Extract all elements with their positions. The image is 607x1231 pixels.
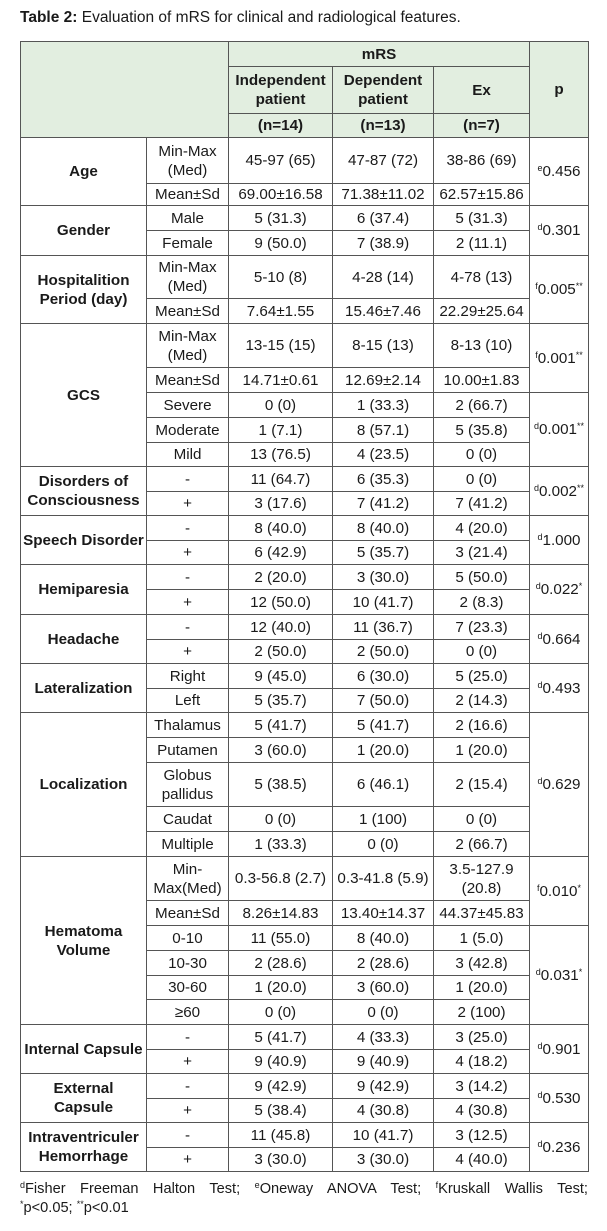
subgroup-label: - <box>147 1074 229 1099</box>
p-test-marker: f <box>535 349 538 360</box>
header-n-dependent: (n=13) <box>333 114 434 138</box>
p-significance-marker: ** <box>575 281 583 291</box>
header-col-dependent: Dependent patient <box>333 67 434 114</box>
value-independent: 3 (60.0) <box>229 738 333 763</box>
value-independent: 45-97 (65) <box>229 138 333 184</box>
value-ex: 2 (66.7) <box>434 393 530 418</box>
value-independent: 9 (45.0) <box>229 664 333 689</box>
value-independent: 5 (38.5) <box>229 763 333 807</box>
table-caption-label: Table 2: <box>20 9 78 26</box>
value-dependent: 13.40±14.37 <box>333 901 434 926</box>
value-dependent: 4 (30.8) <box>333 1099 434 1123</box>
value-independent: 0 (0) <box>229 1000 333 1025</box>
subgroup-label: Caudat <box>147 807 229 832</box>
p-test-marker: d <box>537 679 543 690</box>
subgroup-label: + <box>147 1099 229 1123</box>
footnote <box>20 1180 588 1218</box>
value-ex: 2 (11.1) <box>434 231 530 256</box>
footnote-test-f: $^f$Kruskall Wallis Test; <box>435 1180 588 1197</box>
feature-label: Speech Disorder <box>21 516 147 565</box>
value-independent: 3 (17.6) <box>229 492 333 516</box>
value-independent: 2 (28.6) <box>229 951 333 976</box>
subgroup-label: 30-60 <box>147 976 229 1000</box>
subgroup-label: Moderate <box>147 418 229 443</box>
p-test-marker: d <box>537 1089 543 1100</box>
p-value <box>530 664 589 713</box>
value-ex: 0 (0) <box>434 467 530 492</box>
feature-label: Gender <box>21 206 147 256</box>
feature-label: Hospitalition Period (day) <box>21 256 147 324</box>
p-test-marker: e <box>537 163 543 173</box>
value-ex: 2 (100) <box>434 1000 530 1025</box>
p-value <box>530 713 589 857</box>
subgroup-label: Min-Max(Med) <box>147 857 229 901</box>
value-independent: 12 (40.0) <box>229 615 333 640</box>
value-ex: 0 (0) <box>434 807 530 832</box>
p-test-marker: d <box>533 421 539 431</box>
p-test-marker: d <box>537 630 543 641</box>
subgroup-label: Multiple <box>147 832 229 857</box>
value-dependent: 5 (35.7) <box>333 541 434 565</box>
value-dependent: 4 (33.3) <box>333 1025 434 1050</box>
value-ex: 5 (31.3) <box>434 206 530 231</box>
p-value <box>530 393 589 467</box>
table-row <box>21 713 589 738</box>
p-test-marker: d <box>533 482 539 493</box>
header-n-ex: (n=7) <box>434 114 530 138</box>
p-value <box>530 1123 589 1172</box>
value-dependent: 2 (50.0) <box>333 640 434 664</box>
value-ex: 3 (42.8) <box>434 951 530 976</box>
subgroup-label: 0-10 <box>147 926 229 951</box>
subgroup-label: - <box>147 467 229 492</box>
p-value-number: 1.000 <box>542 531 581 549</box>
value-ex: 3 (21.4) <box>434 541 530 565</box>
value-ex: 2 (14.3) <box>434 689 530 713</box>
subgroup-label: Min-Max (Med) <box>147 324 229 368</box>
p-value <box>530 1025 589 1074</box>
feature-label: Age <box>21 138 147 206</box>
p-test-marker: d <box>537 776 543 786</box>
p-value-number: 0.031 <box>540 966 579 984</box>
value-dependent: 6 (37.4) <box>333 206 434 231</box>
p-test-marker: d <box>537 531 543 542</box>
value-ex: 4 (40.0) <box>434 1148 530 1172</box>
header-col-independent: Independent patient <box>229 67 333 114</box>
value-ex: 7 (41.2) <box>434 492 530 516</box>
value-ex: 7 (23.3) <box>434 615 530 640</box>
subgroup-label: Mean±Sd <box>147 901 229 926</box>
value-ex: 0 (0) <box>434 640 530 664</box>
header-col-ex: Ex <box>434 67 530 114</box>
value-independent: 5 (38.4) <box>229 1099 333 1123</box>
p-test-marker: f <box>535 281 538 291</box>
value-independent: 2 (50.0) <box>229 640 333 664</box>
value-ex: 1 (20.0) <box>434 738 530 763</box>
value-dependent: 71.38±11.02 <box>333 184 434 206</box>
p-test-marker: f <box>536 882 540 893</box>
value-dependent: 7 (41.2) <box>333 492 434 516</box>
header-corner <box>21 42 229 138</box>
value-dependent: 0 (0) <box>333 1000 434 1025</box>
value-ex: 5 (35.8) <box>434 418 530 443</box>
feature-label: GCS <box>21 324 147 467</box>
table-row <box>21 664 589 689</box>
value-independent: 69.00±16.58 <box>229 184 333 206</box>
p-test-marker: d <box>535 966 541 977</box>
value-ex: 4-78 (13) <box>434 256 530 299</box>
header-group-mrs: mRS <box>229 42 530 67</box>
subgroup-label: Left <box>147 689 229 713</box>
p-test-marker: d <box>537 1138 543 1149</box>
table-caption-text: Evaluation of mRS for clinical and radiological features. <box>77 9 461 26</box>
value-independent: 0 (0) <box>229 807 333 832</box>
value-independent: 12 (50.0) <box>229 590 333 615</box>
p-value-number: 0.901 <box>542 1040 581 1058</box>
table-row <box>21 467 589 492</box>
subgroup-label: Globus pallidus <box>147 763 229 807</box>
value-ex: 3 (12.5) <box>434 1123 530 1148</box>
p-value-number: 0.010 <box>539 882 578 900</box>
p-value-number: 0.236 <box>542 1138 581 1156</box>
p-value-number: 0.001 <box>537 349 576 367</box>
feature-label: Headache <box>21 615 147 664</box>
subgroup-label: - <box>147 615 229 640</box>
footnote-test-d: $^d$Fisher Freeman Halton Test; <box>20 1180 241 1197</box>
value-ex: 0 (0) <box>434 443 530 467</box>
subgroup-label: Severe <box>147 393 229 418</box>
subgroup-label: + <box>147 640 229 664</box>
value-dependent: 8 (40.0) <box>333 926 434 951</box>
p-test-marker: d <box>537 1040 543 1051</box>
value-ex: 2 (66.7) <box>434 832 530 857</box>
p-value-number: 0.001 <box>538 421 577 438</box>
value-ex: 3 (14.2) <box>434 1074 530 1099</box>
subgroup-label: - <box>147 1123 229 1148</box>
p-value <box>530 926 589 1025</box>
value-dependent: 11 (36.7) <box>333 615 434 640</box>
value-independent: 5 (41.7) <box>229 713 333 738</box>
subgroup-label: ≥60 <box>147 1000 229 1025</box>
p-test-marker: d <box>537 222 543 232</box>
value-ex: 1 (20.0) <box>434 976 530 1000</box>
value-independent: 13 (76.5) <box>229 443 333 467</box>
p-significance-marker: ** <box>577 421 585 431</box>
subgroup-label: Female <box>147 231 229 256</box>
value-ex: 3 (25.0) <box>434 1025 530 1050</box>
value-dependent: 6 (30.0) <box>333 664 434 689</box>
value-dependent: 9 (42.9) <box>333 1074 434 1099</box>
value-independent: 0 (0) <box>229 393 333 418</box>
value-dependent: 7 (50.0) <box>333 689 434 713</box>
header-p: p <box>530 42 589 138</box>
p-value-number: 0.629 <box>542 776 581 793</box>
feature-label: External Capsule <box>21 1074 147 1123</box>
value-ex: 4 (18.2) <box>434 1050 530 1074</box>
value-dependent: 3 (30.0) <box>333 565 434 590</box>
value-independent: 14.71±0.61 <box>229 368 333 393</box>
p-significance-marker: * <box>577 882 582 893</box>
value-dependent: 4-28 (14) <box>333 256 434 299</box>
value-dependent: 8 (57.1) <box>333 418 434 443</box>
value-dependent: 6 (46.1) <box>333 763 434 807</box>
p-value-number: 0.022 <box>540 581 579 598</box>
subgroup-label: Thalamus <box>147 713 229 738</box>
p-value-number: 0.005 <box>537 281 576 298</box>
subgroup-label: Mean±Sd <box>147 299 229 324</box>
table-row <box>21 256 589 299</box>
p-value <box>530 324 589 393</box>
subgroup-label: Min-Max (Med) <box>147 256 229 299</box>
value-independent: 5-10 (8) <box>229 256 333 299</box>
value-dependent: 8-15 (13) <box>333 324 434 368</box>
p-significance-marker: ** <box>575 349 583 360</box>
p-value <box>530 467 589 516</box>
value-ex: 2 (15.4) <box>434 763 530 807</box>
value-ex: 5 (50.0) <box>434 565 530 590</box>
value-independent: 9 (40.9) <box>229 1050 333 1074</box>
table-row <box>21 206 589 231</box>
value-dependent: 6 (35.3) <box>333 467 434 492</box>
value-independent: 2 (20.0) <box>229 565 333 590</box>
p-value <box>530 615 589 664</box>
value-dependent: 10 (41.7) <box>333 590 434 615</box>
header-n-independent: (n=14) <box>229 114 333 138</box>
subgroup-label: + <box>147 492 229 516</box>
value-independent: 11 (55.0) <box>229 926 333 951</box>
table-row <box>21 615 589 640</box>
footnote-test-e: $^e$Oneway ANOVA Test; <box>254 1180 422 1197</box>
feature-label: Hemiparesia <box>21 565 147 615</box>
p-value-number: 0.664 <box>542 630 581 648</box>
value-dependent: 10 (41.7) <box>333 1123 434 1148</box>
table-row <box>21 138 589 184</box>
value-dependent: 47-87 (72) <box>333 138 434 184</box>
value-ex: 1 (5.0) <box>434 926 530 951</box>
p-value-number: 0.456 <box>542 163 581 180</box>
subgroup-label: Putamen <box>147 738 229 763</box>
p-test-marker: d <box>535 581 541 591</box>
subgroup-label: - <box>147 565 229 590</box>
value-independent: 9 (42.9) <box>229 1074 333 1099</box>
value-independent: 1 (33.3) <box>229 832 333 857</box>
subgroup-label: - <box>147 1025 229 1050</box>
p-value-number: 0.002 <box>538 482 577 500</box>
value-ex: 3.5-127.9 (20.8) <box>434 857 530 901</box>
value-independent: 1 (20.0) <box>229 976 333 1000</box>
table-row <box>21 1074 589 1099</box>
table-row <box>21 1025 589 1050</box>
value-dependent: 5 (41.7) <box>333 713 434 738</box>
feature-label: Internal Capsule <box>21 1025 147 1074</box>
value-ex: 4 (20.0) <box>434 516 530 541</box>
value-ex: 62.57±15.86 <box>434 184 530 206</box>
subgroup-label: + <box>147 1050 229 1074</box>
subgroup-label: Mean±Sd <box>147 368 229 393</box>
feature-label: Intraventriculer Hemorrhage <box>21 1123 147 1172</box>
value-dependent: 1 (33.3) <box>333 393 434 418</box>
value-independent: 5 (31.3) <box>229 206 333 231</box>
value-independent: 9 (50.0) <box>229 231 333 256</box>
value-dependent: 7 (38.9) <box>333 231 434 256</box>
footnote-line-1 <box>20 1180 588 1199</box>
value-dependent: 8 (40.0) <box>333 516 434 541</box>
value-dependent: 9 (40.9) <box>333 1050 434 1074</box>
value-ex: 22.29±25.64 <box>434 299 530 324</box>
value-independent: 1 (7.1) <box>229 418 333 443</box>
value-independent: 6 (42.9) <box>229 541 333 565</box>
p-significance-marker: * <box>578 581 583 591</box>
table-row <box>21 324 589 368</box>
subgroup-label: + <box>147 590 229 615</box>
feature-label: Hematoma Volume <box>21 857 147 1025</box>
subgroup-label: - <box>147 516 229 541</box>
subgroup-label: + <box>147 1148 229 1172</box>
table-row <box>21 516 589 541</box>
feature-label: Localization <box>21 713 147 857</box>
value-independent: 11 (64.7) <box>229 467 333 492</box>
subgroup-label: Mild <box>147 443 229 467</box>
value-dependent: 15.46±7.46 <box>333 299 434 324</box>
value-dependent: 2 (28.6) <box>333 951 434 976</box>
p-value <box>530 256 589 324</box>
footnote-line-2: *p<0.05; **p<0.01 <box>20 1199 129 1216</box>
value-independent: 5 (35.7) <box>229 689 333 713</box>
p-value-number: 0.301 <box>542 222 581 239</box>
table-row <box>21 565 589 590</box>
p-significance-marker: ** <box>577 482 585 493</box>
p-value <box>530 516 589 565</box>
value-independent: 11 (45.8) <box>229 1123 333 1148</box>
p-value-number: 0.530 <box>542 1089 581 1107</box>
value-independent: 7.64±1.55 <box>229 299 333 324</box>
p-value-number: 0.493 <box>542 679 581 697</box>
value-dependent: 12.69±2.14 <box>333 368 434 393</box>
value-ex: 44.37±45.83 <box>434 901 530 926</box>
table-row <box>21 857 589 901</box>
subgroup-label: 10-30 <box>147 951 229 976</box>
subgroup-label: Male <box>147 206 229 231</box>
subgroup-label: Min-Max (Med) <box>147 138 229 184</box>
p-value <box>530 138 589 206</box>
p-significance-marker: * <box>578 966 583 977</box>
value-ex: 10.00±1.83 <box>434 368 530 393</box>
p-value <box>530 565 589 615</box>
value-ex: 8-13 (10) <box>434 324 530 368</box>
p-value <box>530 1074 589 1123</box>
subgroup-label: Right <box>147 664 229 689</box>
table-body <box>21 42 589 1172</box>
value-ex: 4 (30.8) <box>434 1099 530 1123</box>
value-dependent: 4 (23.5) <box>333 443 434 467</box>
p-value <box>530 857 589 926</box>
subgroup-label: Mean±Sd <box>147 184 229 206</box>
value-ex: 5 (25.0) <box>434 664 530 689</box>
value-independent: 5 (41.7) <box>229 1025 333 1050</box>
value-dependent: 0 (0) <box>333 832 434 857</box>
value-independent: 0.3-56.8 (2.7) <box>229 857 333 901</box>
value-independent: 8 (40.0) <box>229 516 333 541</box>
value-dependent: 0.3-41.8 (5.9) <box>333 857 434 901</box>
value-ex: 38-86 (69) <box>434 138 530 184</box>
value-dependent: 1 (20.0) <box>333 738 434 763</box>
value-independent: 13-15 (15) <box>229 324 333 368</box>
value-ex: 2 (8.3) <box>434 590 530 615</box>
subgroup-label: + <box>147 541 229 565</box>
p-value <box>530 206 589 256</box>
value-ex: 2 (16.6) <box>434 713 530 738</box>
results-table <box>20 41 589 1172</box>
value-dependent: 1 (100) <box>333 807 434 832</box>
feature-label: Disorders of Consciousness <box>21 467 147 516</box>
value-independent: 3 (30.0) <box>229 1148 333 1172</box>
value-dependent: 3 (30.0) <box>333 1148 434 1172</box>
table-row <box>21 1123 589 1148</box>
value-independent: 8.26±14.83 <box>229 901 333 926</box>
table-caption <box>20 9 461 27</box>
feature-label: Lateralization <box>21 664 147 713</box>
value-dependent: 3 (60.0) <box>333 976 434 1000</box>
